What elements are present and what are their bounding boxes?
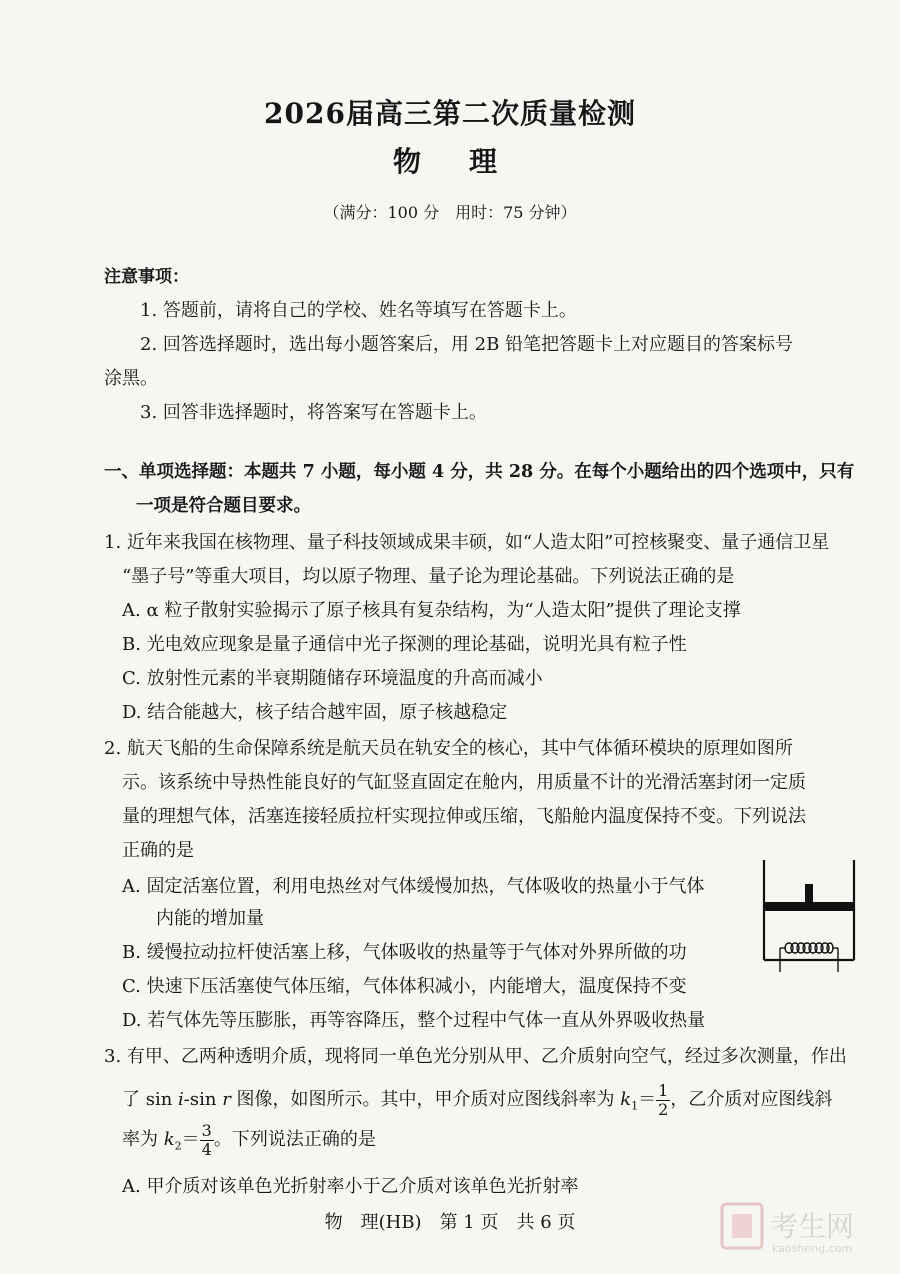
q3-text: 率为 xyxy=(122,1129,164,1150)
k2-subscript: 2 xyxy=(174,1139,182,1153)
q1-option-b: B. 光电效应现象是量子通信中光子探测的理论基础，说明光具有粒子性 xyxy=(122,634,687,655)
q2-option-c: C. 快速下压活塞使气体压缩，气体体积减小，内能增大，温度保持不变 xyxy=(122,976,687,997)
watermark-site: kaosheng.com xyxy=(772,1242,853,1255)
var-r: r xyxy=(222,1089,231,1110)
var-k1: k xyxy=(620,1089,632,1110)
equals-sign: ＝ xyxy=(181,1129,200,1150)
q1-option-c: C. 放射性元素的半衰期随储存环境温度的升高而减小 xyxy=(122,668,543,689)
piston xyxy=(765,902,853,911)
q1-option-a: A. α 粒子散射实验揭示了原子核具有复杂结构，为“人造太阳”提供了理论支撑 xyxy=(122,600,741,621)
section-heading-cont: 一项是符合题目要求。 xyxy=(136,496,311,516)
q1-stem: 1. 近年来我国在核物理、量子科技领域成果丰硕，如“人造太阳”可控核聚变、量子通信卫星 xyxy=(104,532,830,553)
exam-meta: （满分：100 分 用时：75 分钟） xyxy=(323,203,577,222)
q2-option-a: A. 固定活塞位置，利用电热丝对气体缓慢加热，气体吸收的热量小于气体 xyxy=(122,876,705,897)
fraction-one-half xyxy=(656,1082,670,1119)
fraction-denominator: 2 xyxy=(658,1099,669,1119)
kaosheng-watermark-logo xyxy=(718,1196,890,1258)
fraction-denominator: 4 xyxy=(201,1139,212,1159)
q2-stem: 正确的是 xyxy=(122,840,194,861)
q3-text: 图像，如图所示。其中，甲介质对应图线斜率为 xyxy=(230,1089,621,1110)
q2-stem: 示。该系统中导热性能良好的气缸竖直固定在舱内，用质量不计的光滑活塞封闭一定质 xyxy=(122,772,806,793)
fraction-three-quarters xyxy=(200,1122,214,1159)
q3-stem: 3. 有甲、乙两种透明介质，现将同一单色光分别从甲、乙介质射向空气，经过多次测量，作出 xyxy=(104,1046,847,1067)
exam-title: 2026届高三第二次质量检测 xyxy=(264,97,636,130)
notice-item: 涂黑。 xyxy=(104,368,158,389)
notice-item: 3. 回答非选择题时，将答案写在答题卡上。 xyxy=(140,402,487,423)
q3-text: 了 sin xyxy=(122,1089,179,1110)
notice-heading: 注意事项： xyxy=(104,267,189,287)
equals-sign: ＝ xyxy=(638,1089,657,1110)
section-heading: 一、单项选择题：本题共 7 小题，每小题 4 分，共 28 分。在每个小题给出的四个选项中，只有 xyxy=(104,462,855,482)
q3-text: 。下列说法正确的是 xyxy=(213,1129,376,1150)
fraction-numerator: 1 xyxy=(658,1080,669,1100)
gas-cylinder-figure xyxy=(758,856,862,980)
q2-option-d: D. 若气体先等压膨胀，再等容降压，整个过程中气体一直从外界吸收热量 xyxy=(122,1010,706,1031)
q3-stem-line3 xyxy=(122,1120,376,1167)
heating-wire xyxy=(780,943,838,972)
k1-subscript: 1 xyxy=(631,1099,639,1113)
var-k2: k xyxy=(163,1129,175,1150)
logo-mark-inner xyxy=(732,1214,752,1238)
q1-option-d: D. 结合能越大，核子结合越牢固，原子核越稳定 xyxy=(122,702,508,723)
q2-stem: 量的理想气体，活塞连接轻质拉杆实现拉伸或压缩，飞船舱内温度保持不变。下列说法 xyxy=(122,806,806,827)
subject-title: 物 理 xyxy=(392,145,507,178)
q3-text: -sin xyxy=(183,1089,223,1110)
page-footer: 物 理(HB) 第 1 页 共 6 页 xyxy=(324,1212,576,1233)
notice-item: 1. 答题前，请将自己的学校、姓名等填写在答题卡上。 xyxy=(140,300,577,321)
q2-option-a-cont: 内能的增加量 xyxy=(156,908,264,929)
q2-option-b: B. 缓慢拉动拉杆使活塞上移，气体吸收的热量等于气体对外界所做的功 xyxy=(122,942,687,963)
var-i: i xyxy=(178,1089,184,1110)
q3-text: ，乙介质对应图线斜 xyxy=(670,1089,833,1110)
q2-stem: 2. 航天飞船的生命保障系统是航天员在轨安全的核心，其中气体循环模块的原理如图所 xyxy=(104,738,793,759)
fraction-numerator: 3 xyxy=(201,1120,212,1140)
q1-stem: “墨子号”等重大项目，均以原子物理、量子论为理论基础。下列说法正确的是 xyxy=(122,566,735,587)
notice-item: 2. 回答选择题时，选出每小题答案后，用 2B 铅笔把答题卡上对应题目的答案标号 xyxy=(140,334,794,355)
pull-rod xyxy=(805,884,813,903)
q3-option-a: A. 甲介质对该单色光折射率小于乙介质对该单色光折射率 xyxy=(122,1176,579,1197)
watermark-name: 考生网 xyxy=(770,1210,855,1243)
